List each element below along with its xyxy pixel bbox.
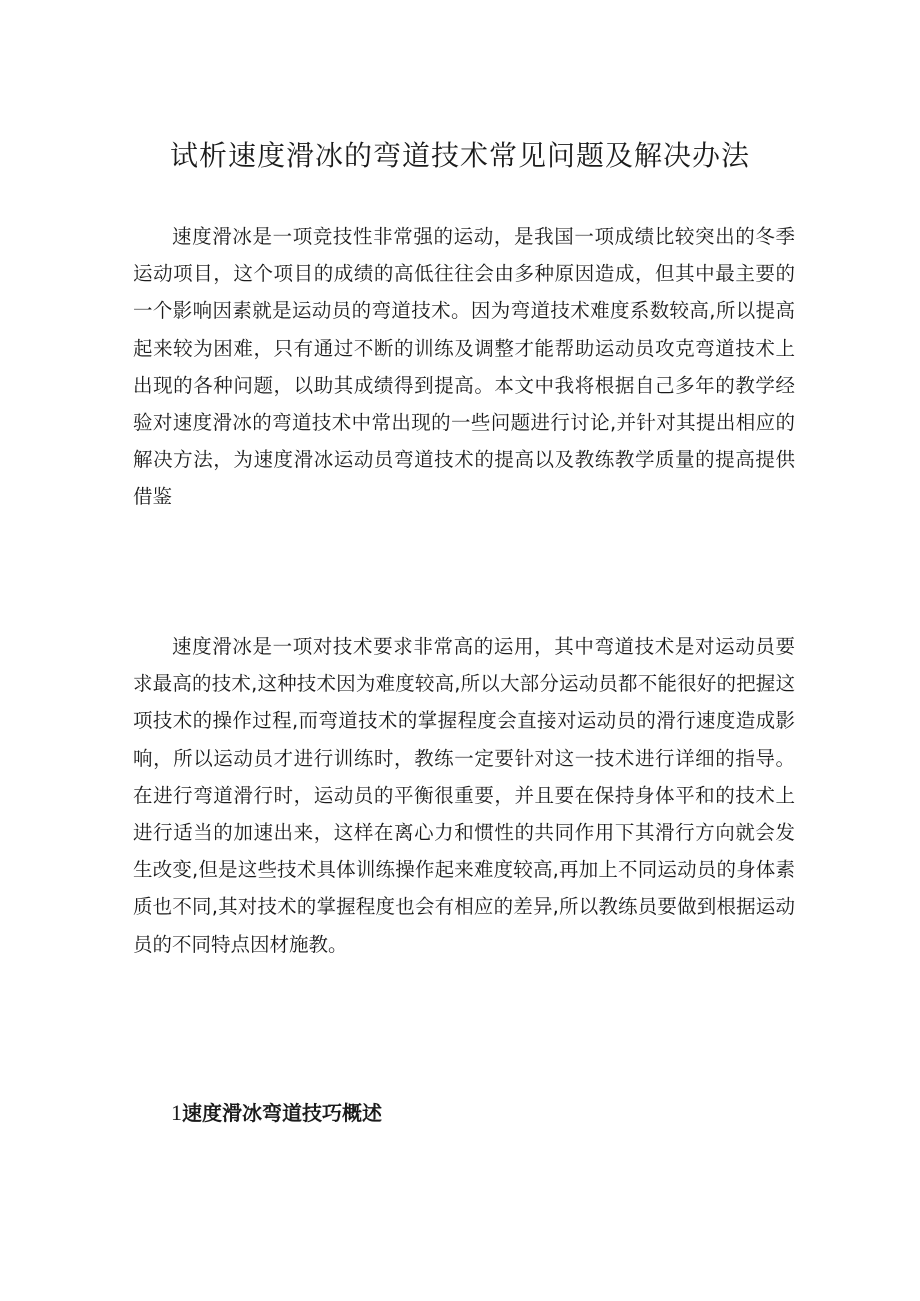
section-number: 1 <box>171 1100 182 1125</box>
section-heading <box>171 1097 382 1129</box>
body-paragraph-2: 速度滑冰是一项对技术要求非常高的运用，其中弯道技术是对运动员要求最高的技术,这种技术因为难度较高,所以大部分运动员都不能很好的把握这项技术的操作过程,而弯道技术的掌握程度会直接对运动员的滑行速度造成影响，所以运动员才进行训练时，教练一定要针对这一技术进行详细的指导。在进行弯道滑行时，运动员的平衡很重要，并且要在保持身体平和的技术上进行适当的加速出来，这样在离心力和惯性的共同作用下其滑行方向就会发生改变,但是这些技术具体训练操作起来难度较高,再加上不同运动员的身体素质也不同,其对技术的掌握程度也会有相应的差异,所以教练员要做到根据运动员的不同特点因材施教。 <box>133 635 795 956</box>
section-heading-text: 速度滑冰弯道技巧概述 <box>182 1101 382 1125</box>
document-title: 试析速度滑冰的弯道技术常见问题及解决办法 <box>169 139 750 172</box>
body-paragraph-1: 速度滑冰是一项竞技性非常强的运动，是我国一项成绩比较突出的冬季运动项目，这个项目的成绩的高低往往会由多种原因造成，但其中最主要的一个影响因素就是运动员的弯道技术。因为弯道技术难度系数较高,所以提高起来较为困难，只有通过不断的训练及调整才能帮助运动员攻克弯道技术上出现的各种问题，以助其成绩得到提高。本文中我将根据自己多年的教学经验对速度滑冰的弯道技术中常出现的一些问题进行讨论,并针对其提出相应的解决方法，为速度滑冰运动员弯道技术的提高以及教练教学质量的提高提供借鉴 <box>133 225 795 509</box>
